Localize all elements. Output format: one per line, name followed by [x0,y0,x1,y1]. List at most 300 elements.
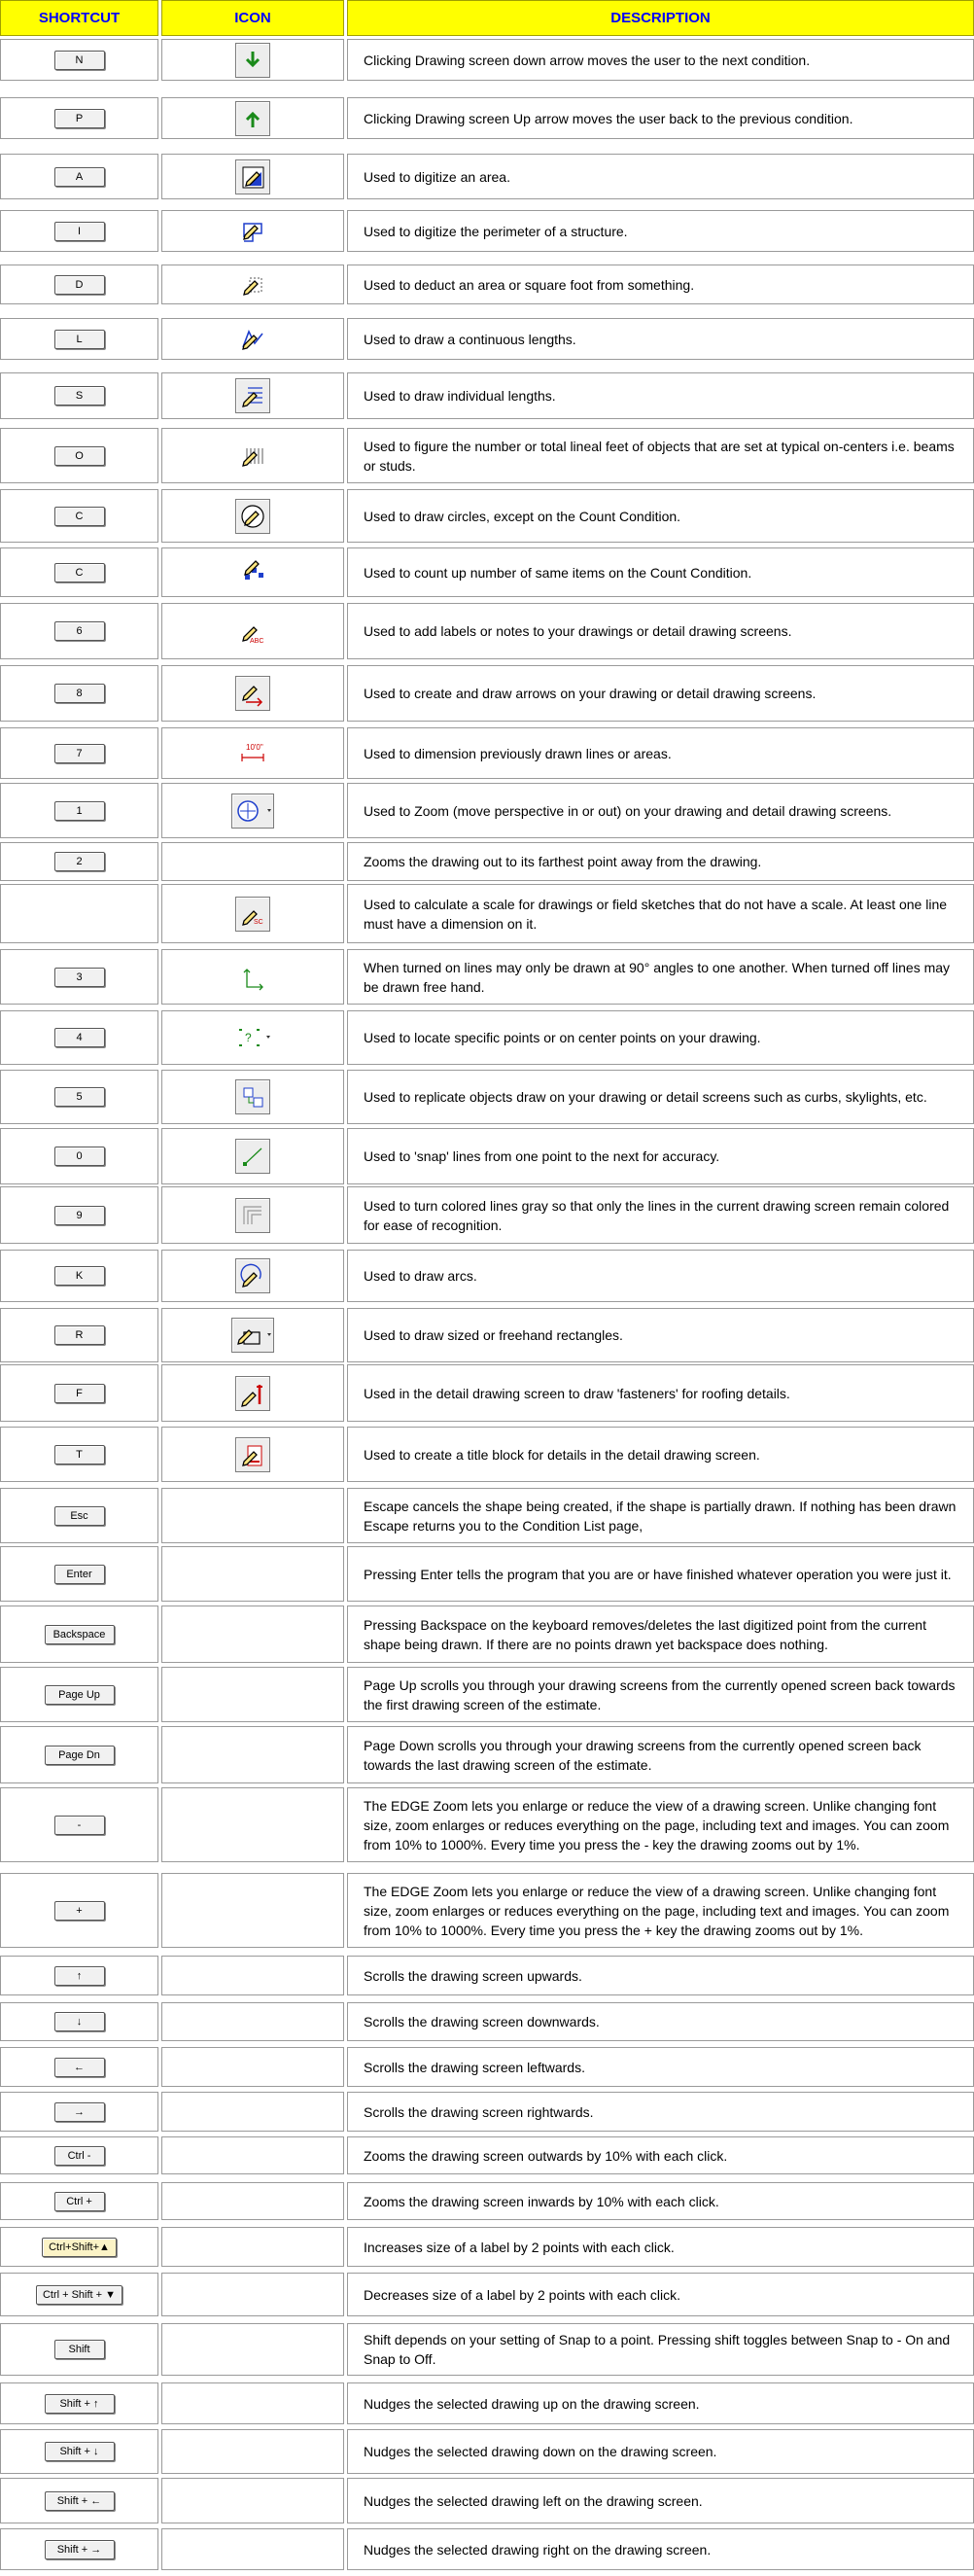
description-text: Used to draw a continuous lengths. [364,331,576,347]
description-cell [347,2323,974,2376]
icon-cell [161,547,344,597]
icon-cell [161,783,344,838]
shortcut-key: Backspace [45,1625,115,1644]
table-row [0,39,974,84]
icon-cell [161,2382,344,2424]
shortcut-cell [0,2429,158,2474]
shortcut-key: C [54,563,105,582]
shortcut-cell [0,154,158,199]
shortcut-cell [0,428,158,483]
shortcut-cell [0,372,158,419]
description-cell [347,884,974,943]
table-row [0,1364,974,1425]
shortcut-key: C [54,507,105,526]
table-row [0,2136,974,2177]
shortcut-cell [0,489,158,543]
description-cell [347,1488,974,1543]
replicate-icon [235,1079,270,1114]
description-text: Scrolls the drawing screen downwards. [364,2014,600,2029]
table-row [0,372,974,422]
shortcut-cell [0,97,158,139]
description-text: Used to calculate a scale for drawings or field sketches that do not have a scale. At least one line must have a dimension on it. [364,896,948,932]
icon-cell [161,603,344,659]
shortcut-cell [0,2047,158,2087]
table-row [0,603,974,662]
icon-cell [161,489,344,543]
shortcut-cell [0,727,158,779]
icon-cell [161,1956,344,1995]
icon-cell [161,2273,344,2316]
shortcut-key: 3 [54,968,105,987]
description-cell [347,1070,974,1124]
description-text: Used to locate specific points or on center points on your drawing. [364,1030,761,1045]
table-row [0,1070,974,1127]
shortcut-cell [0,1956,158,1995]
shortcut-cell [0,2382,158,2424]
description-text: The EDGE Zoom lets you enlarge or reduce the view of a drawing screen. Unlike changing font size, zoom enlarges or reduces everything on the page, including text and images. You can zoom from 10% to 1000%. Every time you press the + key the drawing zooms out by 1%. [364,1883,950,1938]
description-text: Used to Zoom (move perspective in or out) on your drawing and detail drawing screens. [364,802,892,819]
description-text: Shift depends on your setting of Snap to a point. Pressing shift toggles between Snap to - On and Snap to Off. [364,2332,951,2367]
icon-cell [161,665,344,722]
table-row [0,2227,974,2270]
icon-cell [161,842,344,881]
description-cell [347,2273,974,2316]
table-row [0,2092,974,2135]
description-text: Used to turn colored lines gray so that only the lines in the current drawing screen remain colored for ease of recognition. [364,1197,950,1233]
description-cell [347,603,974,659]
table-row [0,2273,974,2319]
description-cell [347,2047,974,2087]
table-row [0,2323,974,2379]
shortcut-cell [0,547,158,597]
icon-cell [161,2002,344,2041]
icon-cell [161,2227,344,2267]
shortcut-key: Ctrl+Shift+▲ [42,2238,117,2257]
arc-icon [235,1258,270,1293]
shortcut-key: Ctrl + Shift + ▼ [36,2285,122,2305]
shortcut-cell [0,842,158,881]
description-cell [347,2182,974,2220]
shortcut-key: F [54,1384,105,1403]
icon-cell [161,2136,344,2174]
description-text: Used to count up number of same items on the Count Condition. [364,564,752,581]
description-text: Zooms the drawing screen outwards by 10% with each click. [364,2147,728,2164]
dimension-icon [235,736,270,771]
shortcut-key: + [54,1901,105,1921]
icon-cell [161,2478,344,2523]
description-text: Page Up scrolls you through your drawing screens from the currently opened screen back towards the first drawing screen of the estimate. [364,1676,956,1712]
shortcut-cell [0,665,158,722]
description-text: Used to create a title block for details in the detail drawing screen. [364,1446,760,1463]
description-text: Zooms the drawing screen inwards by 10% with each click. [364,2193,719,2209]
description-cell [347,318,974,360]
description-text: Used to digitize an area. [364,168,510,185]
description-cell [347,1128,974,1184]
circle-icon [235,499,270,534]
shortcut-cell [0,884,158,943]
shortcut-key: A [54,167,105,187]
shortcut-cell [0,1787,158,1862]
icon-cell [161,1010,344,1065]
description-text: Nudges the selected drawing right on the drawing screen. [364,2541,712,2558]
description-cell [347,39,974,81]
icon-cell [161,39,344,81]
table-row [0,2429,974,2477]
description-cell [347,547,974,597]
shortcut-cell [0,2227,158,2267]
description-text: Scrolls the drawing screen upwards. [364,1967,582,1984]
description-cell [347,727,974,779]
shortcut-key: → [54,2102,105,2122]
description-text: Used to draw circles, except on the Count Condition. [364,508,681,524]
shortcut-cell [0,2092,158,2132]
shortcut-key: 9 [54,1206,105,1225]
locate-points-icon [231,1020,274,1055]
table-row [0,1606,974,1666]
icon-cell [161,2092,344,2132]
icon-cell [161,884,344,943]
description-text: Used to deduct an area or square foot from something. [364,276,695,293]
description-text: Pressing Backspace on the keyboard removes/deletes the last digitized point from the current shape being drawn. If there are no points drawn yet backspace does nothing. [364,1616,926,1652]
shortcut-key: ↑ [54,1966,105,1986]
up-arrow-icon [235,101,270,136]
icon-cell [161,1488,344,1543]
table-row [0,547,974,600]
description-cell [347,2478,974,2523]
table-row [0,1186,974,1247]
shortcut-key: 2 [54,852,105,871]
table-row [0,842,974,884]
header-description: DESCRIPTION [610,10,711,26]
shortcut-cell [0,783,158,838]
icon-cell [161,1186,344,1244]
shortcut-key: Shift + ← [45,2491,115,2511]
icon-cell [161,1873,344,1948]
shortcut-key: I [54,222,105,241]
gray-lines-icon [235,1198,270,1233]
description-cell [347,2227,974,2267]
icon-cell [161,1667,344,1722]
description-cell [347,1186,974,1244]
shortcut-cell [0,2182,158,2220]
zoom-icon [231,794,274,829]
table-row [0,1546,974,1605]
shortcut-key: Esc [54,1506,105,1526]
rectangle-icon [231,1318,274,1353]
table-row [0,1956,974,1998]
shortcut-cell [0,2478,158,2523]
description-text: Clicking Drawing screen down arrow moves the user to the next condition. [364,52,811,68]
icon-cell [161,1546,344,1602]
shortcut-cell [0,949,158,1005]
icon-cell [161,318,344,360]
description-text: Page Down scrolls you through your drawing screens from the currently opened screen back towards the last drawing screen of the estimate. [364,1737,922,1773]
description-text: Used to create and draw arrows on your drawing or detail drawing screens. [364,686,817,701]
description-cell [347,949,974,1005]
description-cell [347,2382,974,2424]
shortcut-key: L [54,330,105,349]
digitize-area-icon [235,159,270,194]
description-text: Nudges the selected drawing down on the drawing screen. [364,2444,717,2459]
icon-cell [161,428,344,483]
shortcut-key: 7 [54,744,105,763]
description-cell [347,428,974,483]
shortcut-cell [0,1667,158,1722]
icon-cell [161,1606,344,1663]
shortcut-cell [0,1128,158,1184]
description-cell [347,2136,974,2174]
shortcut-key: Enter [54,1565,105,1584]
icon-cell [161,727,344,779]
ortho-icon [235,960,270,995]
table-row [0,318,974,363]
table-row [0,949,974,1007]
table-row [0,1787,974,1865]
table-row [0,265,974,307]
digitize-perimeter-icon [235,214,270,249]
description-text: Nudges the selected drawing left on the drawing screen. [364,2492,703,2509]
table-row [0,2002,974,2044]
shortcut-cell [0,1250,158,1302]
icon-cell [161,2323,344,2376]
icon-cell [161,2182,344,2220]
table-row [0,727,974,782]
icon-cell [161,1427,344,1482]
svg-text:SC: SC [254,918,263,926]
shortcut-cell [0,603,158,659]
shortcut-cell [0,1726,158,1783]
description-text: The EDGE Zoom lets you enlarge or reduce the view of a drawing screen. Unlike changing font size, zoom enlarges or reduces everything on the page, including text and images. You can zoom from 10% to 1000%. Every time you press the - key the drawing zooms out by 1%. [364,1797,950,1853]
icon-cell [161,1787,344,1862]
description-text: Used to draw arcs. [364,1268,477,1284]
icon-cell [161,1250,344,1302]
icon-cell [161,1128,344,1184]
table-row [0,1010,974,1068]
table-row [0,1308,974,1365]
shortcut-cell [0,1873,158,1948]
shortcut-key: 8 [54,684,105,703]
description-cell [347,154,974,199]
table-row [0,884,974,946]
shortcut-key: N [54,51,105,70]
title-block-icon [235,1437,270,1472]
shortcut-key: 4 [54,1028,105,1047]
snap-icon [235,1139,270,1174]
description-text: Nudges the selected drawing up on the drawing screen. [364,2395,700,2412]
description-cell [347,2092,974,2132]
shortcut-cell [0,1186,158,1244]
shortcut-key: O [54,446,105,466]
table-row [0,1427,974,1485]
description-text: Clicking Drawing screen Up arrow moves the user back to the previous condition. [364,110,853,126]
shortcut-key: Ctrl + [54,2192,105,2211]
header-shortcut: SHORTCUT [38,10,121,26]
shortcut-key: 0 [54,1147,105,1166]
shortcut-cell [0,2273,158,2316]
table-row [0,2528,974,2573]
shortcut-cell [0,1488,158,1543]
shortcut-cell [0,1010,158,1065]
shortcut-key: Shift [54,2340,105,2359]
icon-cell [161,265,344,304]
header-icon-cell [161,0,344,36]
shortcut-key: D [54,275,105,295]
shortcut-cell [0,1606,158,1663]
table-row [0,2382,974,2427]
header-row [0,0,974,39]
table-row [0,428,974,486]
description-cell [347,210,974,252]
shortcut-key: R [54,1325,105,1345]
icon-cell [161,1308,344,1362]
shortcut-key: 6 [54,621,105,641]
description-text: Used to dimension previously drawn lines or areas. [364,745,672,761]
description-text: Scrolls the drawing screen leftwards. [364,2059,585,2075]
shortcut-cell [0,2002,158,2041]
table-row [0,2047,974,2090]
description-cell [347,372,974,419]
svg-text:10'0": 10'0" [246,742,263,752]
table-row [0,1250,974,1305]
description-cell [347,265,974,304]
description-cell [347,842,974,881]
shortcut-key: Ctrl - [54,2146,105,2166]
table-row [0,489,974,546]
icon-cell [161,2429,344,2474]
description-text: Used to draw sized or freehand rectangles. [364,1327,623,1343]
icon-cell [161,1070,344,1124]
shortcut-cell [0,1427,158,1482]
description-text: Decreases size of a label by 2 points with each click. [364,2286,681,2303]
description-text: Zooms the drawing out to its farthest point away from the drawing. [364,854,762,869]
description-cell [347,1427,974,1482]
icon-cell [161,1726,344,1783]
icon-cell [161,2528,344,2570]
description-cell [347,1308,974,1362]
shortcut-key: 5 [54,1087,105,1107]
shortcut-cell [0,1364,158,1422]
description-cell [347,1606,974,1663]
shortcut-key: 1 [54,801,105,821]
description-text: Used in the detail drawing screen to draw 'fasteners' for roofing details. [364,1385,790,1401]
shortcut-key: S [54,386,105,406]
description-cell [347,1364,974,1422]
on-centers-icon [235,439,270,474]
description-text: Used to replicate objects draw on your drawing or detail screens such as curbs, skylights, etc. [364,1089,927,1105]
description-cell [347,97,974,139]
icon-cell [161,210,344,252]
individual-lengths-icon [235,378,270,413]
shortcut-cell [0,1070,158,1124]
continuous-length-icon [235,322,270,357]
description-text: Used to figure the number or total lineal feet of objects that are set at typical on-centers i.e. beams or studs. [364,438,955,474]
table-row [0,2478,974,2526]
description-text: Used to add labels or notes to your drawings or detail drawing screens. [364,623,792,639]
table-row [0,2182,974,2223]
shortcut-cell [0,1546,158,1602]
table-row [0,1873,974,1951]
description-text: Pressing Enter tells the program that you are or have finished whatever operation you were just it. [364,1566,952,1582]
table-row [0,1128,974,1187]
shortcut-cell [0,2136,158,2174]
description-cell [347,1546,974,1602]
shortcut-key: Shift + ↓ [45,2442,115,2461]
table-row [0,97,974,142]
count-icon [235,555,270,590]
shortcut-key: Shift + → [45,2540,115,2559]
description-cell [347,665,974,722]
arrow-draw-icon [235,676,270,711]
shortcut-key: ↓ [54,2012,105,2031]
description-text: Used to 'snap' lines from one point to the next for accuracy. [364,1148,720,1164]
shortcut-key: K [54,1266,105,1286]
table-row [0,783,974,841]
icon-cell [161,1364,344,1422]
shortcut-cell [0,265,158,304]
description-cell [347,783,974,838]
header-description-cell [347,0,974,36]
table-row [0,154,974,202]
table-row [0,1667,974,1725]
icon-cell [161,154,344,199]
icon-cell [161,97,344,139]
description-text: Scrolls the drawing screen rightwards. [364,2103,594,2120]
shortcut-key: - [54,1816,105,1835]
shortcut-key: Shift + ↑ [45,2394,115,2414]
description-text: Used to draw individual lengths. [364,388,556,404]
shortcut-cell [0,2323,158,2376]
description-cell [347,2429,974,2474]
shortcut-key: T [54,1445,105,1464]
shortcut-cell [0,39,158,81]
header-shortcut-cell [0,0,158,36]
description-text: Increases size of a label by 2 points with each click. [364,2239,675,2255]
table-row [0,1488,974,1546]
shortcut-key: Page Up [45,1685,115,1705]
description-cell [347,1956,974,1995]
description-cell [347,1250,974,1302]
description-cell [347,1010,974,1065]
shortcut-key: P [54,109,105,128]
table-row [0,1726,974,1786]
label-icon [235,614,270,649]
description-cell [347,1667,974,1722]
icon-cell [161,2047,344,2087]
table-row [0,210,974,255]
scale-icon [235,897,270,932]
shortcut-key: Page Dn [45,1746,115,1765]
fastener-icon [235,1376,270,1411]
description-cell [347,2528,974,2570]
svg-text:ABC: ABC [250,638,264,645]
description-cell [347,1873,974,1948]
description-cell [347,1726,974,1783]
description-cell [347,1787,974,1862]
down-arrow-icon [235,43,270,78]
shortcut-cell [0,318,158,360]
header-icon: ICON [234,10,271,26]
description-cell [347,2002,974,2041]
shortcut-cell [0,1308,158,1362]
deduct-area-icon [235,267,270,302]
shortcut-cell [0,210,158,252]
shortcut-cell [0,2528,158,2570]
description-text: Used to digitize the perimeter of a structure. [364,223,628,239]
description-text: Escape cancels the shape being created, if the shape is partially drawn. If nothing has been drawn Escape returns you to the Condition List page, [364,1498,957,1534]
table-row [0,665,974,724]
description-text: When turned on lines may only be drawn at 90° angles to one another. When turned off lines may be drawn free hand. [364,959,951,995]
icon-cell [161,372,344,419]
